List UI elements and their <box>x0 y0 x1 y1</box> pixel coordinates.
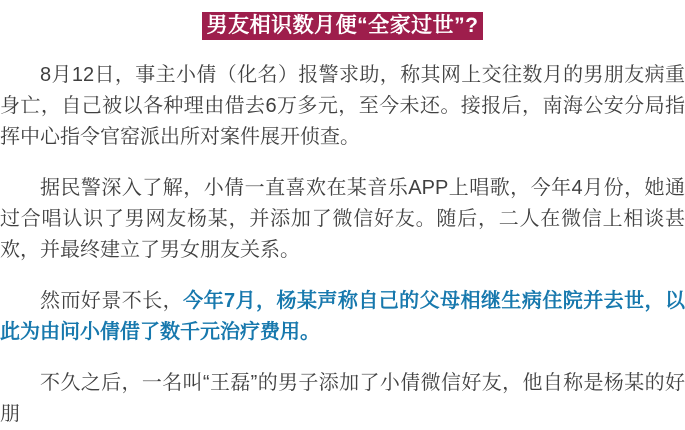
article-body <box>0 60 685 430</box>
paragraph-borrowed-money <box>0 286 685 348</box>
paragraph-borrowed-money-lead: 然而好景不长， <box>40 290 184 312</box>
paragraph-police-report: 8月12日，事主小倩（化名）报警求助，称其网上交往数月的男朋友病重身亡，自己被以各种理由借去6万多元，至今未还。接报后，南海公安分局指挥中心指令官窑派出所对案件展开侦查。 <box>0 64 685 148</box>
paragraph-wanglei-appears: 不久之后，一名叫“王磊”的男子添加了小倩微信好友，他自称是杨某的好朋 <box>0 372 685 425</box>
title-row <box>0 0 685 40</box>
paragraph-how-they-met: 据民警深入了解，小倩一直喜欢在某音乐APP上唱歌，今年4月份，她通过合唱认识了男网友杨某，并添加了微信好友。随后，二人在微信上相谈甚欢，并最终建立了男女朋友关系。 <box>0 177 685 261</box>
article-title-banner: 男友相识数月便“全家过世”? <box>202 12 484 40</box>
paragraph-borrowed-money-highlight: 今年7月，杨某声称自己的父母相继生病住院并去世，以此为由问小倩借了数千元治疗费用。 <box>0 290 685 343</box>
